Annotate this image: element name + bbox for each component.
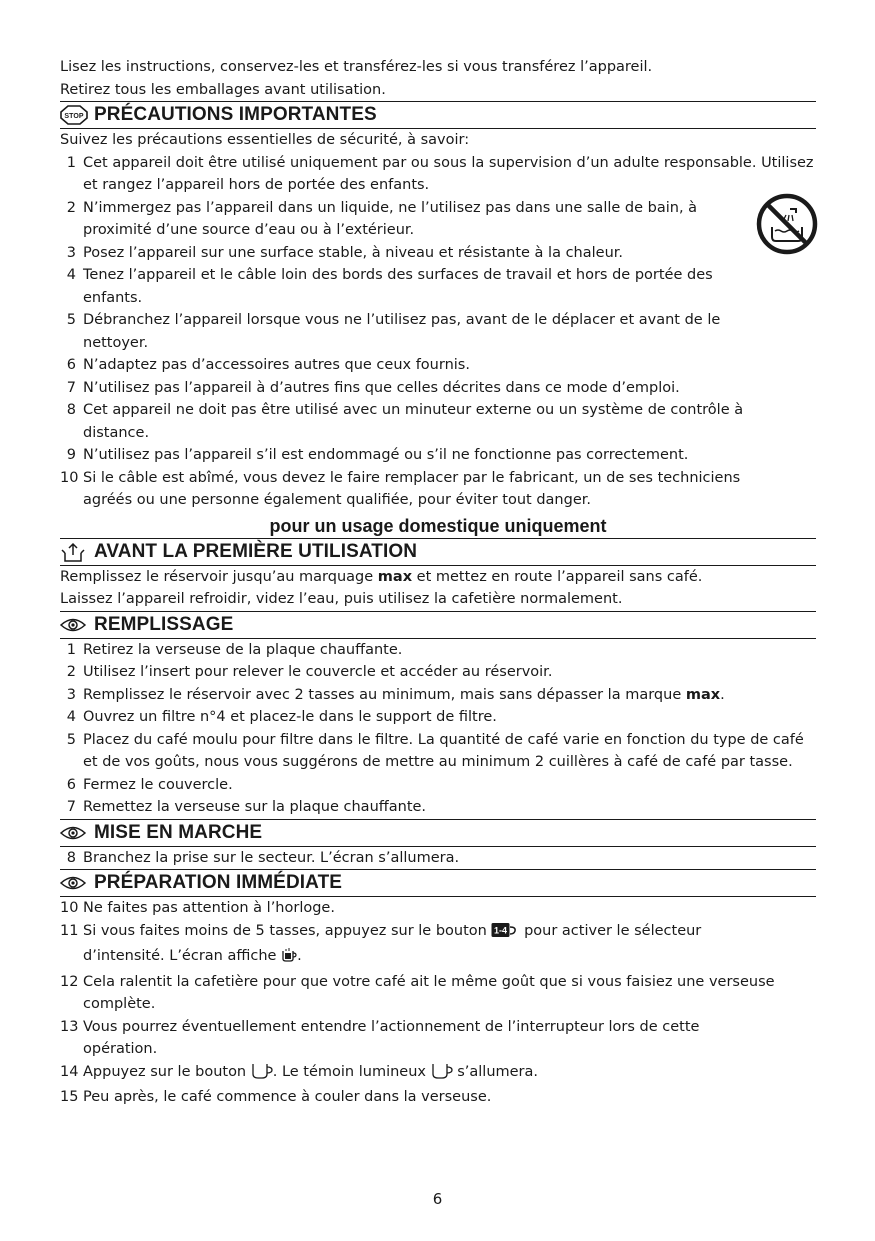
domestic-use-notice: pour un usage domestique uniquement (269, 515, 607, 536)
list-item: 11 Si vous faites moins de 5 tasses, appuyez sur le bouton 1-4 pour activer le sélecteur d’intensité. L’écran affiche . (60, 920, 816, 971)
list-item: 3 Remplissez le réservoir avec 2 tasses au minimum, mais sans dépasser la marque max. (66, 686, 725, 703)
cup-button-icon (251, 1063, 273, 1087)
stop-icon-text: STOP (64, 113, 84, 120)
list-item: 13 Vous pourrez éventuellement entendre l’actionnement de l’interrupteur lors de cette opération. (60, 1018, 700, 1057)
list-item: 4 Tenez l’appareil et le câble loin des bords des surfaces de travail et hors de portée des enfants. (66, 267, 713, 306)
precautions-lead: Suivez les précautions essentielles de sécurité, à savoir: (60, 132, 470, 148)
list-item: 7 Remettez la verseuse sur la plaque chauffante. (66, 799, 427, 815)
list-item: 5 Débranchez l’appareil lorsque vous ne l’utilisez pas, avant de le déplacer et avant de le nettoyer. (66, 312, 721, 351)
no-bathroom-icon (756, 193, 818, 259)
immediate-title: PRÉPARATION IMMÉDIATE (94, 872, 343, 893)
list-item: 1 Cet appareil doit être utilisé uniquement par ou sous la supervision d’un adulte responsable. Utilisez et rangez l’appareil hors de portée des enfants. (66, 154, 814, 193)
eye-icon (60, 822, 90, 844)
list-item: 8 Cet appareil ne doit pas être utilisé avec un minuteur externe ou un système de contrôle à distance. (66, 402, 744, 441)
immediate-heading (60, 869, 816, 897)
cup-indicator-icon (431, 1063, 453, 1087)
list-item: 5 Placez du café moulu pour filtre dans le filtre. La quantité de café varie en fonction du type de café et de vos goûts, nous vous suggérons de mettre au minimum 2 cuillères à café de café par tasse. (66, 731, 804, 770)
stop-icon (60, 104, 90, 126)
list-item: 15 Peu après, le café commence à couler dans la verseuse. (60, 1089, 492, 1105)
list-item: 7 N’utilisez pas l’appareil à d’autres fins que celles décrites dans ce mode d’emploi. (66, 379, 680, 396)
switch-on-heading (60, 819, 816, 847)
first-use-heading (60, 538, 816, 566)
strength-button-icon (491, 922, 519, 946)
precautions-title: PRÉCAUTIONS IMPORTANTES (94, 104, 377, 125)
intro (60, 56, 816, 101)
strength-button-label: 1-4 (494, 925, 508, 935)
list-item: 4 Ouvrez un filtre n°4 et placez-le dans le support de filtre. (66, 709, 497, 725)
intro-line-1: Lisez les instructions, conservez-les et transférez-les si vous transférez l’appareil. (60, 59, 653, 75)
filling-heading (60, 611, 816, 639)
document-page (60, 56, 816, 1109)
precautions-list-wrap (60, 152, 816, 512)
filling-title: REMPLISSAGE (94, 613, 234, 635)
list-item: 2 Utilisez l’insert pour relever le couvercle et accéder au réservoir. (66, 664, 553, 680)
filling-list (60, 639, 816, 819)
list-item: 6 N’adaptez pas d’accessoires autres que ceux fournis. (66, 357, 470, 373)
list-item: 10 Si le câble est abîmé, vous devez le faire remplacer par le fabricant, un de ses techniciens agréés ou une personne également qualifiée, pour éviter tout danger. (60, 469, 741, 508)
strength-cup-icon (281, 948, 297, 971)
unpack-icon (60, 541, 90, 563)
list-item: 14 Appuyez sur le bouton . Le témoin lumineux s’allumera. (60, 1061, 816, 1087)
first-use-line-2: Laissez l’appareil refroidir, videz l’eau, puis utilisez la cafetière normalement. (60, 591, 623, 607)
eye-icon (60, 872, 90, 894)
switch-on-title: MISE EN MARCHE (94, 821, 263, 843)
list-item: 1 Retirez la verseuse de la plaque chauffante. (66, 641, 403, 658)
list-item: 2 N’immergez pas l’appareil dans un liquide, ne l’utilisez pas dans une salle de bain, à proximité d’une source d’eau ou à l’extérieur. (66, 199, 698, 238)
list-item: 3 Posez l’appareil sur une surface stable, à niveau et résistante à la chaleur. (66, 244, 623, 261)
precautions-heading (60, 101, 816, 129)
precautions-list (60, 152, 816, 512)
page-number: 6 (432, 1190, 443, 1208)
list-item: 6 Fermez le couvercle. (66, 776, 233, 793)
list-item: 12 Cela ralentit la cafetière pour que votre café ait le même goût que si vous faisiez une verseuse complète. (60, 973, 775, 1012)
first-use-title: AVANT LA PREMIÈRE UTILISATION (94, 540, 418, 562)
first-use-line-1: Remplissez le réservoir jusqu’au marquage max et mettez en route l’appareil sans café. (60, 568, 703, 585)
list-item: 9 N’utilisez pas l’appareil s’il est endommagé ou s’il ne fonctionne pas correctement. (66, 447, 689, 463)
switch-on-list (60, 847, 816, 870)
list-item: 10 Ne faites pas attention à l’horloge. (60, 900, 335, 916)
eye-icon (60, 614, 90, 636)
intro-line-2: Retirez tous les emballages avant utilisation. (60, 81, 386, 98)
list-item: 8 Branchez la prise sur le secteur. L’écran s’allumera. (66, 849, 460, 866)
immediate-list (60, 897, 816, 1109)
